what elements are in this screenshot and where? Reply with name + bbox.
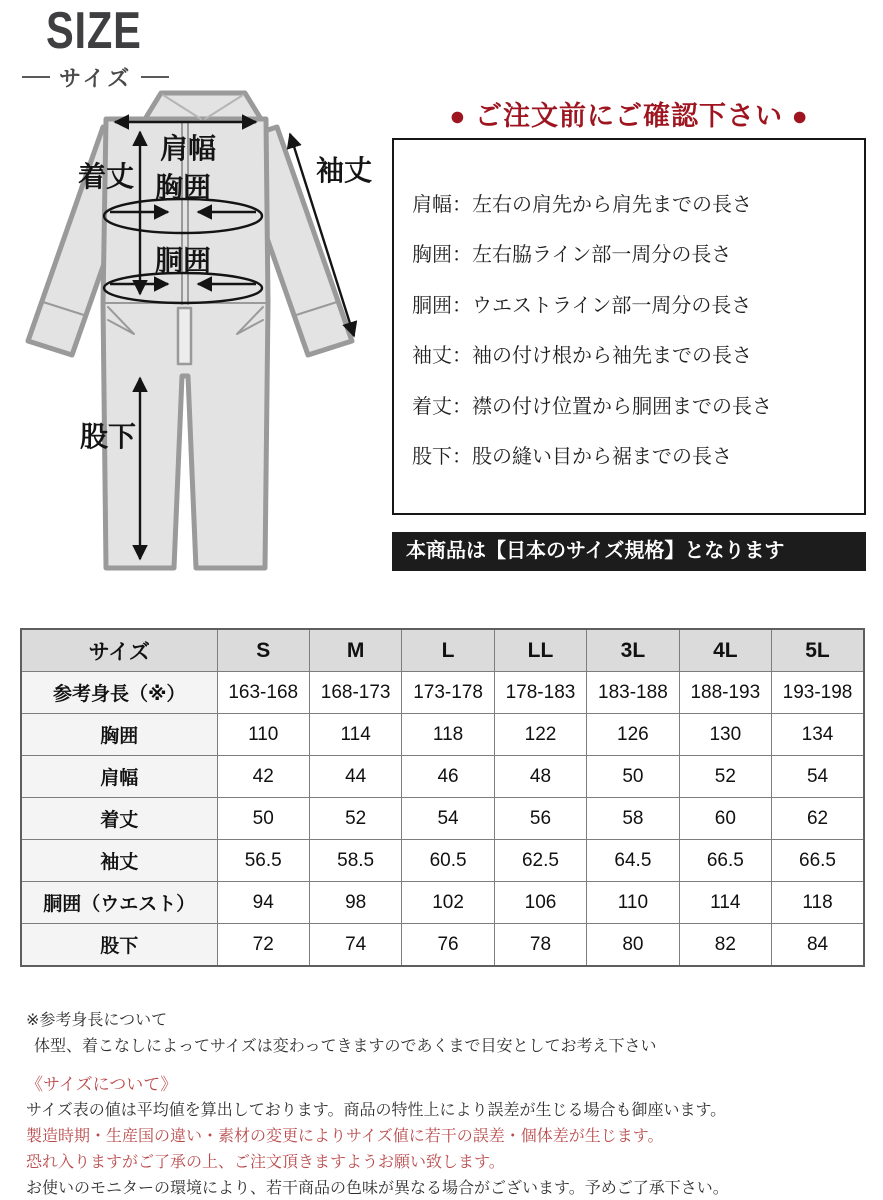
coverall-diagram xyxy=(18,86,383,606)
size-cell: 52 xyxy=(309,798,401,840)
row-label: 胸囲 xyxy=(21,714,217,756)
size-cell: 60 xyxy=(679,798,771,840)
page-title: SIZE xyxy=(46,2,142,60)
note-average: サイズ表の値は平均値を算出しております。商品の特性上により誤差が生じる場合も御座います。 xyxy=(26,1102,727,1119)
note-size-about-title: 《サイズについて》 xyxy=(26,1075,178,1094)
size-cell: 193-198 xyxy=(772,672,864,714)
size-cell: 168-173 xyxy=(309,672,401,714)
subtitle-text: サイズ xyxy=(59,65,133,91)
column-header-size: サイズ xyxy=(21,629,217,672)
size-cell: 98 xyxy=(309,882,401,924)
size-cell: 56.5 xyxy=(217,840,309,882)
column-header-ll: LL xyxy=(494,629,586,672)
size-cell: 80 xyxy=(587,924,679,967)
size-cell: 178-183 xyxy=(494,672,586,714)
size-cell: 118 xyxy=(402,714,494,756)
table-row-height xyxy=(21,672,864,714)
size-cell: 64.5 xyxy=(587,840,679,882)
size-cell: 118 xyxy=(772,882,864,924)
subtitle-right-dash xyxy=(141,76,169,78)
brand-block xyxy=(22,4,182,93)
size-cell: 74 xyxy=(309,924,401,967)
diagram-label-shoulder-width: 肩幅 xyxy=(159,133,217,164)
size-cell: 56 xyxy=(494,798,586,840)
note-variation: 製造時期・生産国の違い・素材の変更によりサイズ値に若干の誤差・個体差が生じます。 xyxy=(26,1128,664,1145)
size-cell: 126 xyxy=(587,714,679,756)
size-cell: 50 xyxy=(587,756,679,798)
size-cell: 163-168 xyxy=(217,672,309,714)
size-table-header-row xyxy=(21,629,864,672)
definition-body-length: 着丈：襟の付け位置から胴囲までの長さ xyxy=(412,395,772,418)
size-cell: 66.5 xyxy=(772,840,864,882)
column-header-5l: 5L xyxy=(772,629,864,672)
diagram-label-sleeve-length: 袖丈 xyxy=(315,155,373,186)
size-cell: 48 xyxy=(494,756,586,798)
size-cell: 62 xyxy=(772,798,864,840)
table-row-body-length xyxy=(21,798,864,840)
collar xyxy=(145,93,261,119)
size-cell: 82 xyxy=(679,924,771,967)
row-label: 着丈 xyxy=(21,798,217,840)
size-cell: 50 xyxy=(217,798,309,840)
size-cell: 134 xyxy=(772,714,864,756)
confirm-title: ● ご注文前にご確認下さい ● xyxy=(449,101,809,131)
size-cell: 76 xyxy=(402,924,494,967)
jp-size-standard-bar: 本商品は【日本のサイズ規格】となります xyxy=(392,532,866,571)
size-table xyxy=(20,628,865,967)
size-cell: 110 xyxy=(217,714,309,756)
size-cell: 44 xyxy=(309,756,401,798)
note-request: 恐れ入りますがご了承の上、ご注文頂きますようお願い致します。 xyxy=(26,1154,505,1171)
row-label: 参考身長（※） xyxy=(21,672,217,714)
size-cell: 66.5 xyxy=(679,840,771,882)
size-cell: 106 xyxy=(494,882,586,924)
note-ref-height-title: ※参考身長について xyxy=(26,1012,168,1029)
size-cell: 42 xyxy=(217,756,309,798)
diagram-label-inseam: 股下 xyxy=(79,421,137,452)
definition-sleeve-length: 袖丈：袖の付け根から袖先までの長さ xyxy=(412,345,752,368)
size-cell: 183-188 xyxy=(587,672,679,714)
note-monitor: お使いのモニターの環境により、若干商品の色味が異なる場合がございます。予めご了承下さい。 xyxy=(26,1180,729,1197)
size-cell: 54 xyxy=(772,756,864,798)
table-row-shoulder xyxy=(21,756,864,798)
coverall-svg xyxy=(18,86,383,606)
size-cell: 72 xyxy=(217,924,309,967)
definition-chest: 胸囲：左右脇ライン部一周分の長さ xyxy=(412,244,732,267)
footnotes xyxy=(26,1008,876,1200)
size-cell: 188-193 xyxy=(679,672,771,714)
size-cell: 102 xyxy=(402,882,494,924)
size-cell: 94 xyxy=(217,882,309,924)
row-label: 股下 xyxy=(21,924,217,967)
size-cell: 58.5 xyxy=(309,840,401,882)
row-label: 肩幅 xyxy=(21,756,217,798)
size-cell: 110 xyxy=(587,882,679,924)
size-cell: 122 xyxy=(494,714,586,756)
size-cell: 78 xyxy=(494,924,586,967)
subtitle-left-dash xyxy=(22,76,50,78)
size-cell: 114 xyxy=(309,714,401,756)
definition-shoulder-width: 肩幅：左右の肩先から肩先までの長さ xyxy=(412,194,752,216)
column-header-s: S xyxy=(217,629,309,672)
size-cell: 130 xyxy=(679,714,771,756)
table-row-inseam xyxy=(21,924,864,967)
note-ref-height-body: 体型、着こなしによってサイズは変わってきますのであくまで目安としてお考え下さい xyxy=(34,1038,657,1055)
column-header-l: L xyxy=(402,629,494,672)
table-row-waist xyxy=(21,882,864,924)
measurement-definitions-box xyxy=(392,138,866,515)
column-header-3l: 3L xyxy=(587,629,679,672)
column-header-4l: 4L xyxy=(679,629,771,672)
size-cell: 62.5 xyxy=(494,840,586,882)
size-cell: 84 xyxy=(772,924,864,967)
size-cell: 173-178 xyxy=(402,672,494,714)
size-cell: 54 xyxy=(402,798,494,840)
zipper-placket xyxy=(178,308,191,364)
definition-waist: 胴囲：ウエストライン部一周分の長さ xyxy=(412,294,752,317)
size-cell: 46 xyxy=(402,756,494,798)
size-cell: 58 xyxy=(587,798,679,840)
table-row-chest xyxy=(21,714,864,756)
definition-inseam: 股下：股の縫い目から裾までの長さ xyxy=(412,445,732,468)
size-cell: 52 xyxy=(679,756,771,798)
column-header-m: M xyxy=(309,629,401,672)
row-label: 袖丈 xyxy=(21,840,217,882)
diagram-label-waist: 胴囲 xyxy=(154,245,212,276)
table-row-sleeve xyxy=(21,840,864,882)
size-cell: 114 xyxy=(679,882,771,924)
diagram-label-chest: 胸囲 xyxy=(154,172,212,203)
size-cell: 60.5 xyxy=(402,840,494,882)
row-label: 胴囲（ウエスト） xyxy=(21,882,217,924)
diagram-label-body-length: 着丈 xyxy=(77,161,135,192)
